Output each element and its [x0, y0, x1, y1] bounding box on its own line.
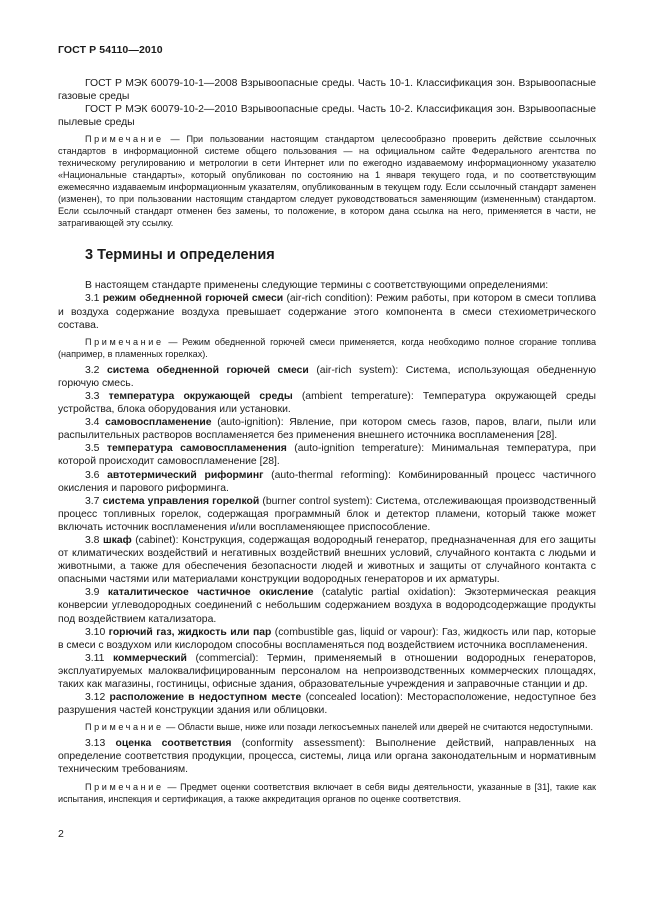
- section-title: 3 Термины и определения: [85, 247, 275, 264]
- term-body: (auto-ignition temperature): Минимальная температура, при которой происходит самовоспламенение [28].: [58, 443, 596, 468]
- page-number: 2: [58, 828, 64, 840]
- section-intro: В настоящем стандарте применены следующие термины с соответствующими определениями:: [85, 280, 549, 292]
- term-definition: [58, 586, 596, 625]
- term-body: (cabinet): Конструкция, содержащая водородный генератор, предназначенная для его защиты от климатических воздействий и негативных воздействий внешних условий, случайного контакта с людьми и животными, а также для обеспечения безопасности людей и животных и защиты от случайного контакта с опасными частями или материалами конструкции водородных генераторов и их арматуры.: [58, 534, 596, 586]
- term-body: (ambient temperature): Температура окружающей среды устройства, блока оборудования или установки.: [58, 390, 597, 416]
- term-number: 3.5: [85, 443, 100, 455]
- term-number: 3.6: [85, 469, 100, 481]
- term-definition: [58, 737, 596, 776]
- term-body: (catalytic partial oxidation): Экзотермическая реакция конверсии углеводородных соединений с небольшим содержанием воздуха в водородсодержащие продукты под воздействием катализатора.: [58, 587, 597, 625]
- term-definition: [58, 469, 596, 495]
- term-number: 3.4: [85, 417, 100, 429]
- term-name: система управления горелкой: [102, 495, 260, 507]
- note-text: — Области выше, ниже или позади легкосъемных панелей или дверей не считаются недоступными.: [166, 722, 594, 733]
- term-name: самовоспламенение: [105, 417, 212, 429]
- term-number: 3.8: [85, 534, 100, 546]
- term-definition: [58, 495, 596, 534]
- term-definition: [58, 364, 596, 390]
- term-body: (auto-ignition): Явление, при котором смесь газов, паров, влаги, пыли или распылительных растворов воспламеняется без применения внешнего источника воспламенения [28].: [58, 417, 597, 442]
- term-number: 3.9: [85, 587, 100, 599]
- term-number: 3.2: [85, 364, 100, 376]
- page-content: [58, 77, 596, 805]
- term-body: (auto-thermal reforming): Комбинированный процесс частичного окисления и парового риформинга.: [58, 469, 596, 494]
- reference-standard: ГОСТ Р МЭК 60079-10-2—2010 Взрывоопасные среды. Часть 10-2. Классификация зон. Взрывоопасные пылевые среды: [58, 104, 596, 129]
- term-number: 3.10: [85, 626, 106, 638]
- term-definition: [58, 390, 596, 416]
- term-body: (commercial): Термин, применяемый в отношении водородных генераторов, эксплуатируемых малоквалифицированным персоналом на непроизводственных коммерческих площадях, таких как магазины, гостиницы, офисные здания, образовательные учреждения и заправочные станции и др.: [58, 652, 596, 690]
- term-number: 3.12: [85, 692, 106, 704]
- term-name: коммерческий: [112, 652, 187, 664]
- term-name: режим обедненной горючей смеси: [102, 293, 284, 305]
- term-body: (burner control system): Система, отслеживающая производственный процесс топливных горелок, содержащая программный блок и детектор пламени, который также может включать источник воспламенения и/или воспламеняющее приспособление.: [58, 495, 596, 533]
- term-body: (concealed location): Месторасположение, недоступное без разрушения частей конструкции здания или облицовки.: [58, 692, 596, 717]
- term-number: 3.11: [85, 652, 105, 664]
- term-definition: [58, 442, 596, 468]
- term-name: каталитическое частичное окисление: [107, 587, 314, 599]
- term-body: (combustible gas, liquid or vapour): Газ, жидкость или пар, которые в смеси с воздухом или кислородом способны воспламеняться под воздействием источника воспламенения.: [58, 626, 596, 651]
- term-number: 3.1: [85, 293, 100, 305]
- term-definition: [58, 416, 596, 442]
- note-text: — При пользовании настоящим стандартом целесообразно проверить действие ссылочных стандартов в информационной системе общего пользования — на официальном сайте Федерального агентства по техническому регулированию и метрологии в сети Интернет или по ежегодно издаваемому информационному указателю «Национальные стандарты», который опубликован по состоянию на 1 января текущего года, и по соответствующим ежемесячно издаваемым информационным указателям, опубликованным в текущем году. Если ссылочный стандарт заменен (изменен), то при пользовании настоящим стандартом следует руководствоваться заменяющим (измененным) стандартом. Если ссылочный стандарт отменен без замены, то положение, в котором дана ссылка на него, применяется в части, не затрагивающей эту ссылку.: [58, 134, 596, 229]
- term-definition: [58, 626, 596, 652]
- note-paragraph: [58, 781, 596, 805]
- note-paragraph: [58, 721, 596, 733]
- term-name: шкаф: [102, 534, 132, 546]
- note-label: Примечание: [85, 336, 164, 347]
- term-name: температура окружающей среды: [108, 390, 293, 402]
- term-body: (conformity assessment): Выполнение действий, направленных на определение соответствия продукции, процесса, системы, лица или органа законодательным и нормативным техническим требованиям.: [58, 738, 597, 776]
- note-text: — Предмет оценки соответствия включает в себя виды деятельности, указанные в [31], такие как испытания, инспекция и сертификация, а также аккредитация органов по оценке соответствия.: [58, 781, 596, 804]
- reference-standard: ГОСТ Р МЭК 60079-10-1—2008 Взрывоопасные среды. Часть 10-1. Классификация зон. Взрывоопасные газовые среды: [58, 78, 596, 103]
- term-number: 3.7: [85, 495, 100, 507]
- term-name: автотермический риформинг: [107, 469, 264, 481]
- term-body: (air-rich system): Система, использующая обедненную горючую смесь.: [58, 364, 597, 389]
- term-name: система обедненной горючей смеси: [106, 364, 309, 376]
- term-name: оценка соответствия: [115, 738, 232, 750]
- note-paragraph: [58, 336, 596, 360]
- term-name: температура самовоспламенения: [106, 443, 287, 455]
- term-definition: [58, 691, 596, 717]
- term-definition: [58, 292, 596, 331]
- term-number: 3.3: [85, 390, 100, 402]
- term-number: 3.13: [85, 738, 106, 750]
- term-body: (air-rich condition): Режим работы, при котором в смеси топлива и воздуха содержание воздуха превышает содержание этого компонента в смеси стехиометрического состава.: [58, 293, 597, 331]
- document-header: ГОСТ Р 54110—2010: [58, 44, 163, 56]
- note-text: — Режим обедненной горючей смеси применяется, когда необходимо полное сгорание топлива (например, в пламенных горелках).: [58, 336, 597, 359]
- term-definition: [58, 652, 596, 691]
- note-label: Примечание: [85, 134, 164, 145]
- note-label: Примечание: [85, 722, 164, 733]
- term-name: горючий газ, жидкость или пар: [108, 626, 272, 638]
- note-label: Примечание: [85, 781, 164, 792]
- term-definition: [58, 534, 596, 586]
- term-name: расположение в недоступном месте: [109, 692, 302, 704]
- note-paragraph: [58, 133, 596, 229]
